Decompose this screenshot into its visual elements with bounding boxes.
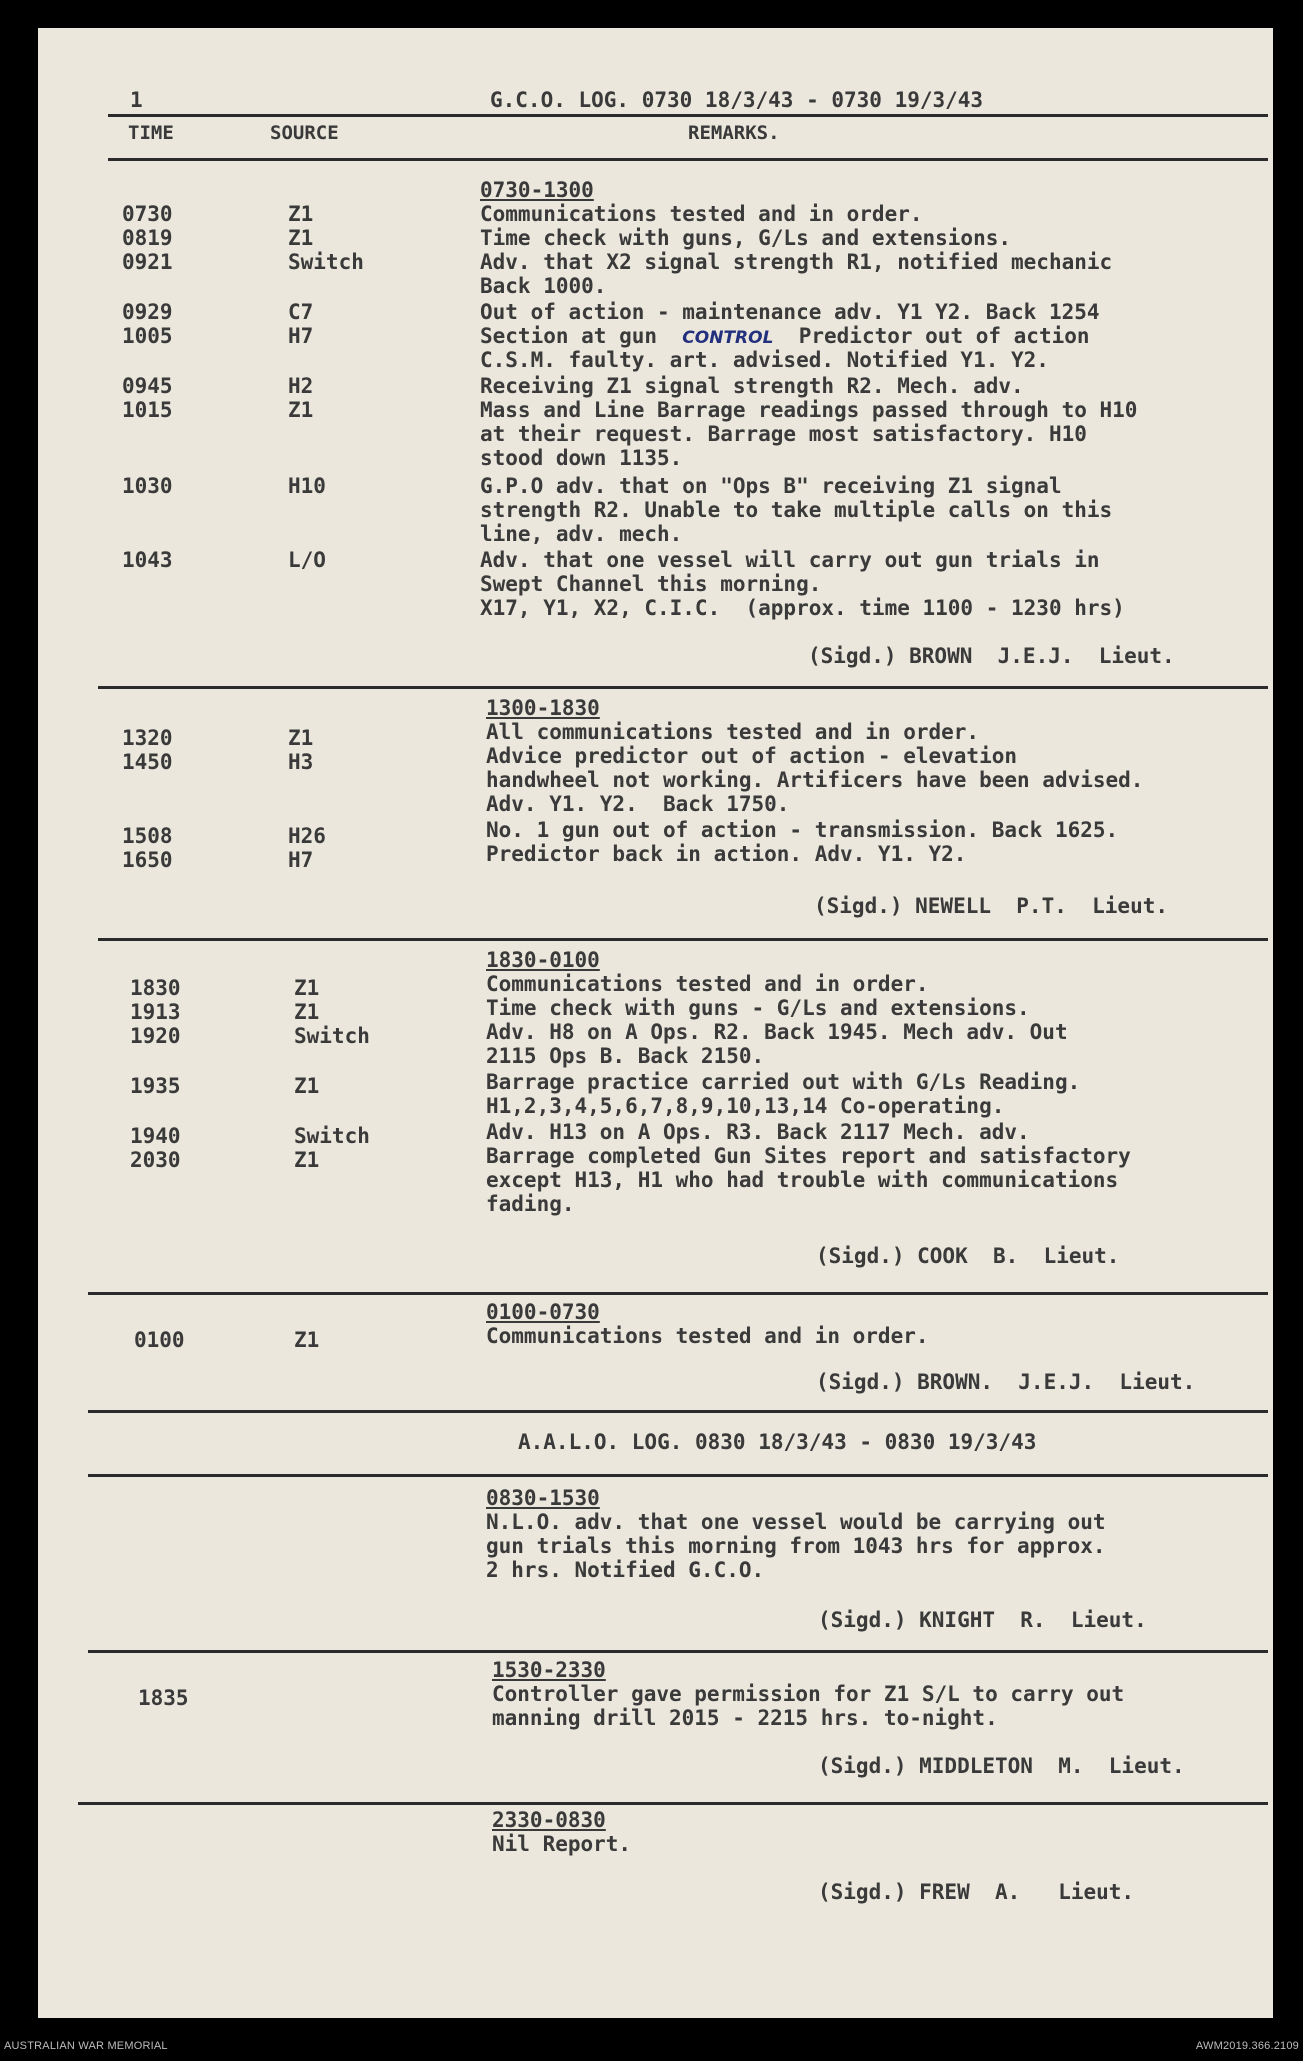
entry-remark-line: Barrage completed Gun Sites report and satisfactory (486, 1144, 1131, 1168)
entry-remark-line: handwheel not working. Artificers have been advised. (486, 768, 1144, 792)
entry-remark-line: Adv. that X2 signal strength R1, notified mechanic (480, 250, 1113, 274)
entry-remark-line: Out of action - maintenance adv. Y1 Y2. Back 1254 (480, 300, 1100, 324)
entry-remark-line: Swept Channel this morning. (480, 572, 822, 596)
entry-remark-line: Communications tested and in order. (486, 1324, 929, 1348)
entry-remark-line: 2115 Ops B. Back 2150. (486, 1044, 765, 1068)
entry-source: Z1 (288, 226, 314, 250)
entry-time: 1030 (122, 474, 173, 498)
entry-remark-line: Mass and Line Barrage readings passed through to H10 (480, 398, 1138, 422)
entry-remark-line: Barrage practice carried out with G/Ls Reading. (486, 1070, 1081, 1094)
entry-remark-line: Communications tested and in order. (486, 972, 929, 996)
entry-remark-line: H1,2,3,4,5,6,7,8,9,10,13,14 Co-operating. (486, 1094, 1005, 1118)
entry-source: H7 (288, 848, 314, 872)
signature: (Sigd.) BROWN J.E.J. Lieut. (808, 644, 1175, 668)
page-title: G.C.O. LOG. 0730 18/3/43 - 0730 19/3/43 (490, 88, 984, 112)
log-sheet (38, 28, 1273, 2018)
entry-source: Switch (294, 1124, 370, 1148)
entry-time: 1913 (130, 1000, 181, 1024)
entry-remark-line: N.L.O. adv. that one vessel would be carrying out (486, 1510, 1106, 1534)
entry-remark-line: at their request. Barrage most satisfactory. H10 (480, 422, 1087, 446)
entry-remark-line: Time check with guns, G/Ls and extensions. (480, 226, 1012, 250)
entry-time: 1005 (122, 324, 173, 348)
column-header-remarks: REMARKS. (688, 122, 780, 144)
entry-source: Switch (288, 250, 364, 274)
signature: (Sigd.) MIDDLETON M. Lieut. (818, 1754, 1185, 1778)
entry-remark-line: No. 1 gun out of action - transmission. Back 1625. (486, 818, 1119, 842)
entry-source: C7 (288, 300, 314, 324)
entry-source: H10 (288, 474, 326, 498)
entry-remark-line: G.P.O adv. that on "Ops B" receiving Z1 signal (480, 474, 1062, 498)
entry-remark-line: Adv. H13 on A Ops. R3. Back 2117 Mech. adv. (486, 1120, 1030, 1144)
handwritten-insertion: CONTROL (682, 328, 774, 348)
footer-institution: AUSTRALIAN WAR MEMORIAL (4, 2040, 168, 2052)
entry-source: L/O (288, 548, 326, 572)
entry-remark-line: Predictor back in action. Adv. Y1. Y2. (486, 842, 967, 866)
entry-source: Z1 (288, 726, 314, 750)
entry-source: Z1 (294, 1074, 320, 1098)
entry-remark-line: C.S.M. faulty. art. advised. Notified Y1. Y2. (480, 348, 1049, 372)
signature: (Sigd.) COOK B. Lieut. (816, 1244, 1120, 1268)
entry-remark-line: Adv. Y1. Y2. Back 1750. (486, 792, 790, 816)
entry-source: Switch (294, 1024, 370, 1048)
entry-source: Z1 (294, 1000, 320, 1024)
entry-remark-line: Communications tested and in order. (480, 202, 923, 226)
entry-time: 0921 (122, 250, 173, 274)
entry-source: Z1 (288, 202, 314, 226)
signature: (Sigd.) KNIGHT R. Lieut. (818, 1608, 1147, 1632)
entry-source: Z1 (294, 1148, 320, 1172)
aalo-log-title: A.A.L.O. LOG. 0830 18/3/43 - 0830 19/3/43 (518, 1430, 1037, 1454)
entry-remark-line: Adv. H8 on A Ops. R2. Back 1945. Mech adv. Out (486, 1020, 1068, 1044)
period-heading: 2330-0830 (492, 1808, 606, 1832)
page-number: 1 (130, 88, 143, 112)
entry-time: 1015 (122, 398, 173, 422)
entry-remark-line: All communications tested and in order. (486, 720, 980, 744)
entry-time: 1940 (130, 1124, 181, 1148)
entry-source: H3 (288, 750, 314, 774)
entry-remark-line: gun trials this morning from 1043 hrs for approx. (486, 1534, 1106, 1558)
entry-remark-line: manning drill 2015 - 2215 hrs. to-night. (492, 1706, 998, 1730)
column-header-time: TIME (128, 122, 174, 144)
entry-time: 1650 (122, 848, 173, 872)
entry-time: 1835 (138, 1686, 189, 1710)
entry-time: 0945 (122, 374, 173, 398)
entry-remark-line: X17, Y1, X2, C.I.C. (approx. time 1100 - 1230 hrs) (480, 596, 1125, 620)
entry-time: 1830 (130, 976, 181, 1000)
entry-source: H26 (288, 824, 326, 848)
signature: (Sigd.) FREW A. Lieut. (818, 1880, 1135, 1904)
entry-time: 0100 (134, 1328, 185, 1352)
entry-remark-line: Nil Report. (492, 1832, 632, 1856)
entry-remark-line: 2 hrs. Notified G.C.O. (486, 1558, 765, 1582)
entry-remark-line: Receiving Z1 signal strength R2. Mech. adv. (480, 374, 1024, 398)
entry-time: 1450 (122, 750, 173, 774)
entry-time: 0730 (122, 202, 173, 226)
signature: (Sigd.) NEWELL P.T. Lieut. (814, 894, 1169, 918)
period-heading: 1300-1830 (486, 696, 600, 720)
entry-remark-line: stood down 1135. (480, 446, 683, 470)
period-heading: 0730-1300 (480, 178, 594, 202)
entry-source: Z1 (294, 976, 320, 1000)
entry-source: H7 (288, 324, 314, 348)
signature: (Sigd.) BROWN. J.E.J. Lieut. (816, 1370, 1196, 1394)
entry-source: H2 (288, 374, 314, 398)
entry-time: 1043 (122, 548, 173, 572)
entry-remark-line: fading. (486, 1192, 575, 1216)
entry-remark-line: Adv. that one vessel will carry out gun trials in (480, 548, 1100, 572)
entry-remark-line: Advice predictor out of action - elevation (486, 744, 1018, 768)
entry-remark-line: line, adv. mech. (480, 522, 683, 546)
period-heading: 0830-1530 (486, 1486, 600, 1510)
entry-time: 2030 (130, 1148, 181, 1172)
entry-remark-line: Time check with guns - G/Ls and extensions. (486, 996, 1030, 1020)
entry-source: Z1 (294, 1328, 320, 1352)
entry-time: 1320 (122, 726, 173, 750)
entry-source: Z1 (288, 398, 314, 422)
footer-accession-number: AWM2019.366.2109 (1195, 2040, 1299, 2052)
entry-time: 1920 (130, 1024, 181, 1048)
entry-remark-line: Controller gave permission for Z1 S/L to carry out (492, 1682, 1125, 1706)
period-heading: 1830-0100 (486, 948, 600, 972)
entry-remark-line: strength R2. Unable to take multiple calls on this (480, 498, 1113, 522)
period-heading: 0100-0730 (486, 1300, 600, 1324)
entry-remark-line: Section at gun CONTROL Predictor out of action (480, 324, 1090, 348)
entry-time: 0819 (122, 226, 173, 250)
entry-time: 0929 (122, 300, 173, 324)
entry-time: 1508 (122, 824, 173, 848)
period-heading: 1530-2330 (492, 1658, 606, 1682)
entry-remark-line: except H13, H1 who had trouble with communications (486, 1168, 1119, 1192)
entry-time: 1935 (130, 1074, 181, 1098)
entry-remark-line: Back 1000. (480, 274, 607, 298)
column-header-source: SOURCE (270, 122, 339, 144)
